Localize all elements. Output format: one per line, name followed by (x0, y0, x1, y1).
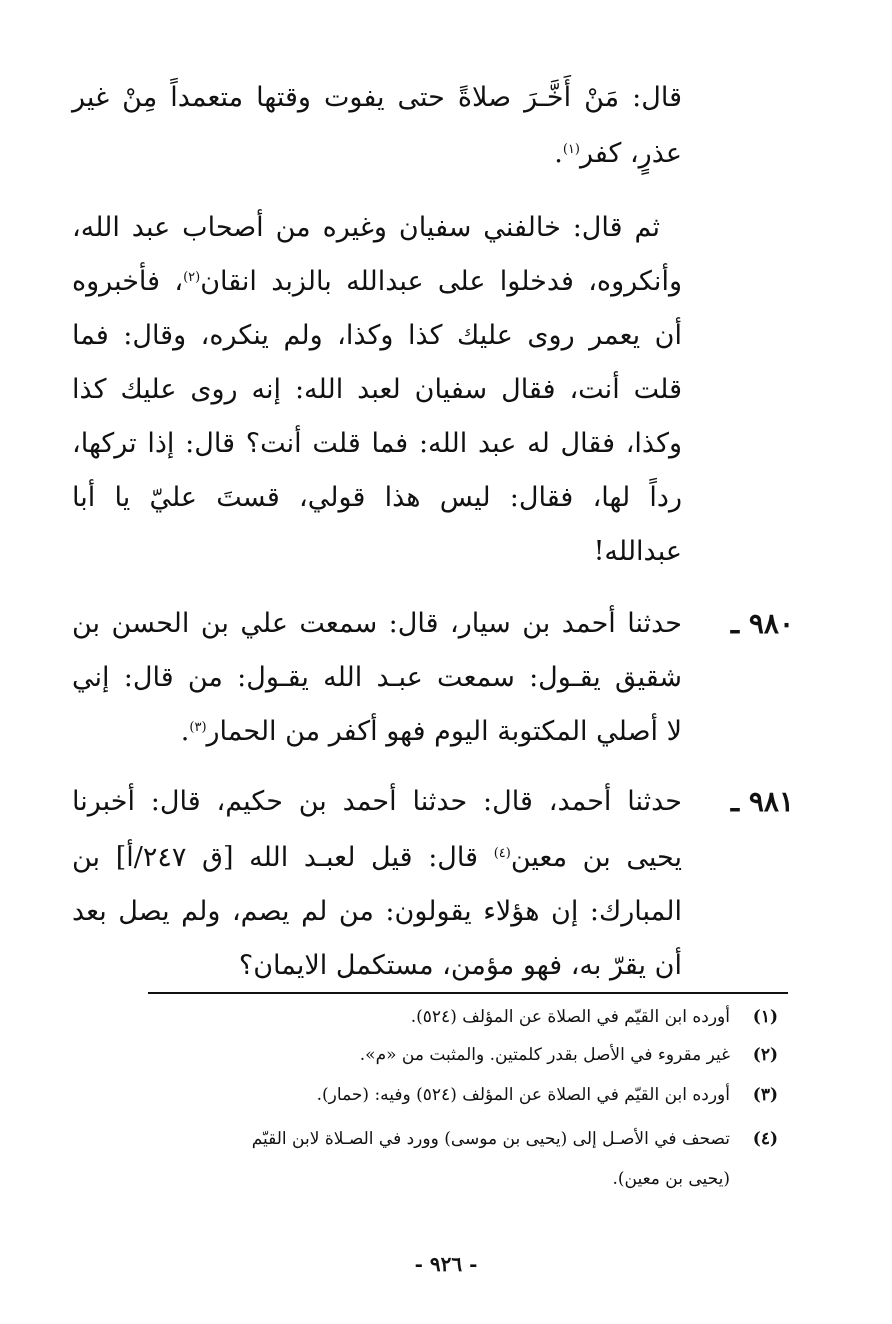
footnote (58, 1126, 778, 1152)
body-line (72, 712, 682, 756)
footnote (58, 1004, 778, 1030)
footnote-ref: (٢) (183, 270, 201, 285)
body-line: وكذا، فقال له عبد الله: فما قلت أنت؟ قال: إذا تركها، (72, 428, 682, 459)
body-line (72, 134, 682, 178)
footnote-number: (١) (752, 1007, 778, 1027)
body-line: أن يعمر روى عليك كذا وكذا، ولم ينكره، وقال: فما (72, 320, 682, 351)
body-line: المبارك: إن هؤلاء يقولون: من لم يصم، ولم يصل بعد (72, 896, 682, 927)
footnote-number: (٣) (752, 1085, 778, 1105)
body-line (72, 262, 682, 306)
body-line: شقيق يقـول: سمعت عبـد الله يقـول: من قال: إني (72, 662, 682, 693)
body-line (72, 838, 682, 882)
body-line: حدثنا أحمد، قال: حدثنا أحمد بن حكيم، قال: أخبرنا (72, 786, 682, 817)
body-text: لا أصلي المكتوبة اليوم فهو أكفر من الحمار (206, 716, 682, 747)
footnote-separator (148, 992, 788, 994)
footnote (58, 1042, 778, 1068)
footnote-continuation: (يحيى بن معين). (612, 1169, 730, 1189)
body-text: ، فأخبروه (72, 266, 184, 297)
footnote-ref: (١) (562, 142, 580, 157)
footnote-number: (٢) (752, 1045, 778, 1065)
body-line: ثم قال: خالفني سفيان وغيره من أصحاب عبد الله، (72, 212, 660, 243)
page-number: - ٩٢٦ - (414, 1252, 478, 1276)
body-text: عذرٍ، كفر (579, 138, 682, 169)
footnote-number: (٤) (752, 1129, 778, 1149)
hadith-number: ٩٨٠ ـ (730, 607, 794, 640)
body-line: قلت أنت، فقال سفيان لعبد الله: إنه روى عليك كذا (72, 374, 682, 405)
footnote-text: أورده ابن القيّم في الصلاة عن المؤلف (٥٢٤) وفيه: (حمار). (316, 1085, 730, 1105)
body-line: عبدالله! (593, 536, 682, 567)
footnote-text: تصحف في الأصـل إلى (يحيى بن موسى) وورد في الصـلاة لابن القيّم (251, 1129, 730, 1149)
punctuation: . (180, 716, 190, 747)
body-line: قال: مَنْ أَخَّـرَ صلاةً حتى يفوت وقتها متعمداً مِنْ غير (72, 82, 682, 113)
hadith-number: ٩٨١ ـ (730, 785, 794, 818)
body-line: حدثنا أحمد بن سيار، قال: سمعت علي بن الحسن بن (72, 608, 682, 639)
body-line: أن يقرّ به، فهو مؤمن، مستكمل الايمان؟ (238, 950, 682, 981)
footnote-ref: (٣) (189, 720, 207, 735)
punctuation: . (554, 138, 563, 169)
body-text: وأنكروه، فدخلوا على عبدالله بالزبد انقان (200, 266, 682, 297)
footnote-text: غير مقروء في الأصل بقدر كلمتين. والمثبت من «م». (359, 1045, 730, 1065)
footnote-ref: (٤) (493, 846, 511, 861)
footnote (58, 1082, 778, 1108)
body-line: رداً لها، فقال: ليس هذا قولي، قستَ عليّ يا أبا (72, 482, 682, 513)
body-text: يحيى بن معين (510, 842, 682, 873)
footnote-text: أورده ابن القيّم في الصلاة عن المؤلف (٥٢٤). (410, 1007, 730, 1027)
body-text: قال: قيل لعبـد الله [ق ٢٤٧/أ] بن (72, 842, 494, 873)
